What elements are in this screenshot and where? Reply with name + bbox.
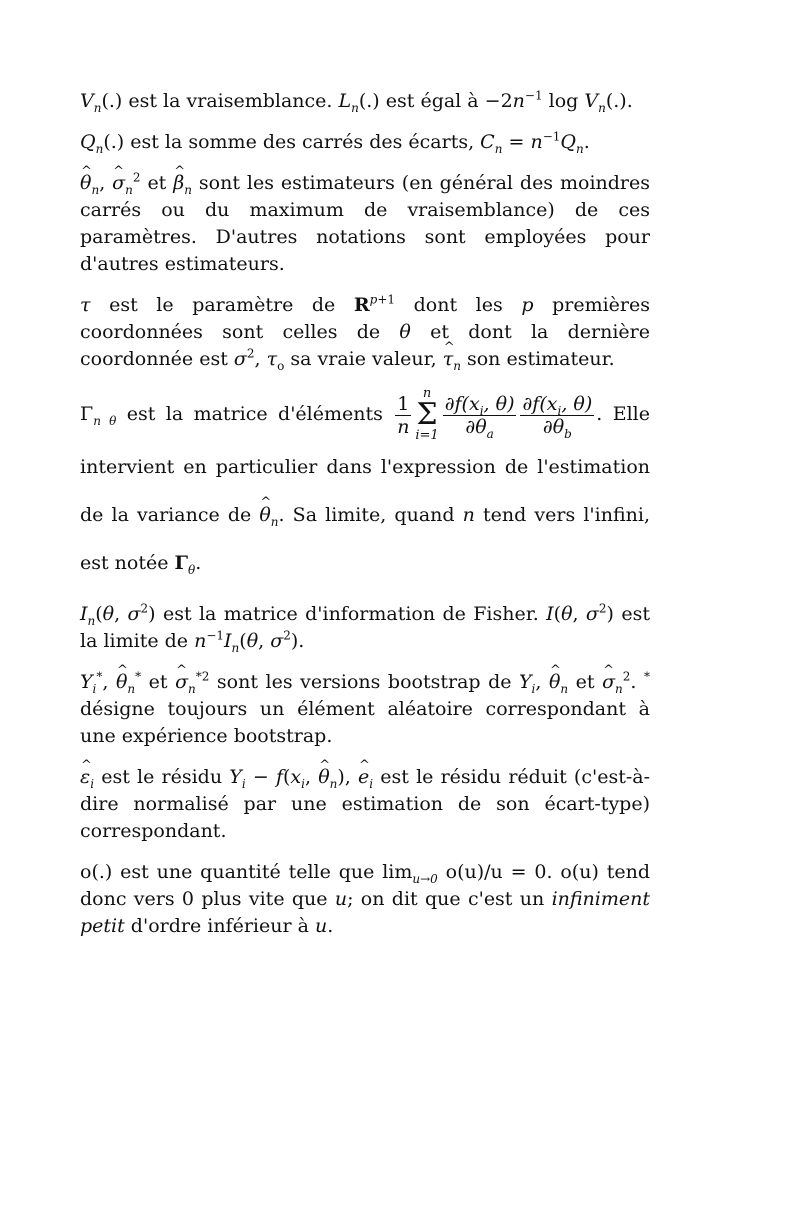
paragraph-somme-carres: $Q_n(.)$ est la somme des carrés des écarts, $C_n = n^{-1}Q_n$. [80,129,590,156]
sum-operator: n Σ i=1 [415,386,439,443]
paragraph-residu: ^ $\varepsilon_i$ est le résidu $Y_i - f(x_i$, ^ $\theta_n$), ^ $e_i$ est le résidu réduit (c'est-à-dire normalisé par une estimation de son écart-type) correspondant. [80,764,650,845]
paragraph-estimateurs: ^ $\theta_n$, ^ $\sigma_n^2$ et ^ $\beta_n$ sont les estimateurs (en général des moindres carrés ou du maximum de vraisemblance) de ces paramètres. D'autres notations sont employées pour d'autres estimateurs. [80,170,650,278]
fraction-partial-a: $\frac{\partial f(x_i, \theta)}{\partial\theta_a}$ [444,392,515,441]
page-body [80,88,650,954]
fraction-one-over-n: $\frac{1}{n}$ [397,392,410,438]
paragraph-petit-o: o(.) est une quantité telle que $\lim_{u\to 0} o(u)/u = 0$. o(u) tend donc vers 0 plus vite que u; on dit que c'est un infiniment petit d'ordre inférieur à u. [80,861,650,937]
fraction-partial-b: $\frac{\partial f(x_i, \theta)}{\partial\theta_b}$ [522,392,593,441]
paragraph-parametre-tau: τ est le paramètre de $R^{p+1}$ dont les p premières coordonnées sont celles de θ et dont la dernière coordonnée est $\sigma^2$, $\tau_o$ sa vraie valeur, ^ $\tau_n$ son estimateur. [80,292,650,373]
paragraph-fisher: $I_n(\theta$, $\sigma^2$) est la matrice d'information de Fisher. I(θ, $\sigma^2$) est la limite de $n^{-1}I_n(\theta$, $\sigma^2$). [80,601,650,655]
paragraph-vraisemblance: $V_n(.)$ est la vraisemblance. $L_n(.)$ est égal à $-2n^{-1}$ $\log V_n(.)$. [80,88,633,115]
paragraph-bootstrap: $Y_i^*$, ^ $\theta_n^*$ et ^ $\sigma_n^{*2}$ sont les versions bootstrap de $Y_i$, ^ $\theta_n$ et ^ $\sigma_n^2$. * désigne toujours un élément aléatoire correspondant à une expérience bootstrap. [80,669,650,750]
paragraph-matrice-gamma: $\Gamma_{n \theta}$ est la matrice d'éléments $\frac{1}{n}$ n Σ i=1 $\frac{\partial f(x_i, \theta)}{\partial\theta_a}$ $\frac{\partial f(x_i, \theta)}{\partial\theta_b}$ . Elle intervient en particulier dans l'expression de l'estimation de la variance de ^ $\theta_n$. Sa limite, quand n tend vers l'infini, est notée $\Gamma_\theta$. [80,387,650,587]
